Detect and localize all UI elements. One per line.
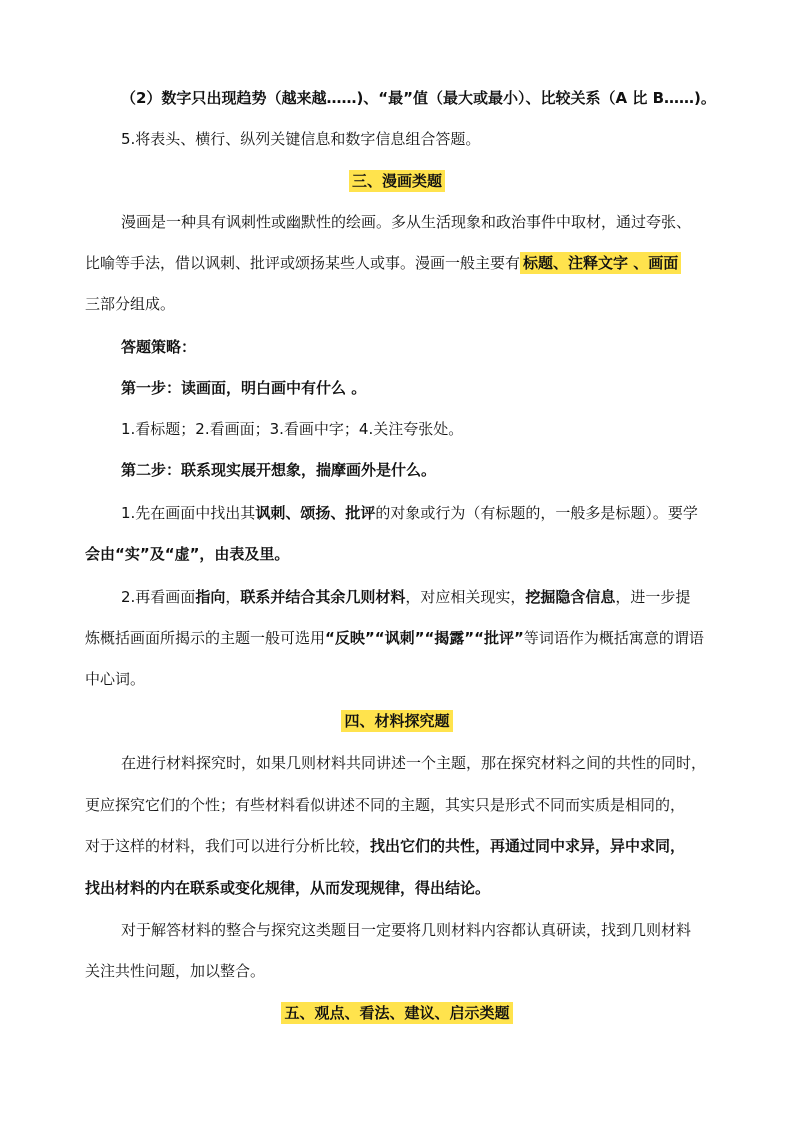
p2-e: ，对应相关现实， xyxy=(405,588,526,606)
p2-b: 指向 xyxy=(195,588,226,606)
p2-f: 挖掘隐含信息 xyxy=(525,588,616,606)
section-4-para1-line-1: 在进行材料探究时，如果几则材料共同讲述一个主题，那在探究材料之间的共性的同时， xyxy=(121,754,707,772)
list-item-2 xyxy=(0,88,794,108)
section-heading-5 xyxy=(0,1003,794,1023)
section-3-para-line-1: 漫画是一种具有讽刺性或幽默性的绘画。多从生活现象和政治事件中取材，通过夸张、 xyxy=(121,213,692,231)
section-3-title: 三、漫画类题 xyxy=(349,170,445,192)
p2-a: 2.再看画面 xyxy=(121,588,196,606)
step-2-p1-line-1 xyxy=(0,503,794,523)
section-heading-3 xyxy=(0,171,794,191)
step-2-title: 第二步：联系现实展开想象，揣摩画外是什么。 xyxy=(121,461,437,479)
item2-ab: A 比 B xyxy=(615,89,665,107)
p2-line2-b: “反映”“讽刺”“揭露”“批评” xyxy=(325,629,524,647)
list-item-5: 5.将表头、横行、纵列关键信息和数字信息组合答题。 xyxy=(121,130,481,148)
p1-prefix: 1.先在画面中找出其 xyxy=(121,504,256,522)
step-2-p2-line-2 xyxy=(0,628,794,648)
section-heading-4 xyxy=(0,711,794,731)
p2-line2-c: 等词语作为概括寓意的谓语 xyxy=(523,629,704,647)
step-2-p1-line-2: 会由“实”及“虚”，由表及里。 xyxy=(85,545,290,563)
section-4-para2-line-1: 对于解答材料的整合与探究这类题目一定要将几则材料内容都认真研读，找到几则材料 xyxy=(121,921,692,939)
p2-line2-a: 炼概括画面所揭示的主题一般可选用 xyxy=(85,629,326,647)
section-3-para-line-2 xyxy=(0,253,794,273)
section-4-title: 四、材料探究题 xyxy=(341,710,452,732)
p2-d: 联系并结合其余几则材料 xyxy=(240,588,406,606)
p2-c: ， xyxy=(225,588,241,606)
step-1-title: 第一步：读画面，明白画中有什么 。 xyxy=(121,379,367,397)
section-4-para2-line-2: 关注共性问题，加以整合。 xyxy=(85,962,266,980)
step-2-p2-line-3: 中心词。 xyxy=(85,670,146,688)
para-text: 比喻等手法，借以讽刺、批评或颂扬某些人或事。漫画一般主要有 xyxy=(85,254,521,272)
section-4-para1-line-3 xyxy=(0,836,794,856)
highlighted-parts: 标题、注释文字 、画面 xyxy=(520,252,681,274)
item2-quote: “最” xyxy=(378,89,414,107)
section-5-title: 五、观点、看法、建议、启示类题 xyxy=(281,1002,512,1024)
section-4-para1-line-4: 找出材料的内在联系或变化规律，从而发现规律，得出结论。 xyxy=(85,879,491,897)
step-2-p2-line-1 xyxy=(0,587,794,607)
p2-g: ，进一步提 xyxy=(615,588,691,606)
section-3-para-line-3: 三部分组成。 xyxy=(85,295,176,313)
item2-prefix: （2）数字只出现趋势（越来越……)、 xyxy=(121,89,379,107)
step-1-items: 1.看标题；2.看画面；3.看画中字；4.关注夸张处。 xyxy=(121,420,464,438)
p1-suffix: 的对象或行为（有标题的，一般多是标题）。要学 xyxy=(375,504,698,522)
para-text: 对于这样的材料，我们可以进行分析比较， xyxy=(85,837,371,855)
strategy-label: 答题策略： xyxy=(121,338,197,356)
section-4-para1-line-2: 更应探究它们的个性；有些材料看似讲述不同的主题，其实只是形式不同而实质是相同的， xyxy=(85,796,686,814)
p1-bold: 讽刺、颂扬、批评 xyxy=(255,504,376,522)
item2-mid: 值（最大或最小）、比较关系（ xyxy=(413,89,616,107)
para-bold: 找出它们的共性，再通过同中求异，异中求同， xyxy=(370,837,686,855)
item2-suffix: ……)。 xyxy=(664,89,716,107)
